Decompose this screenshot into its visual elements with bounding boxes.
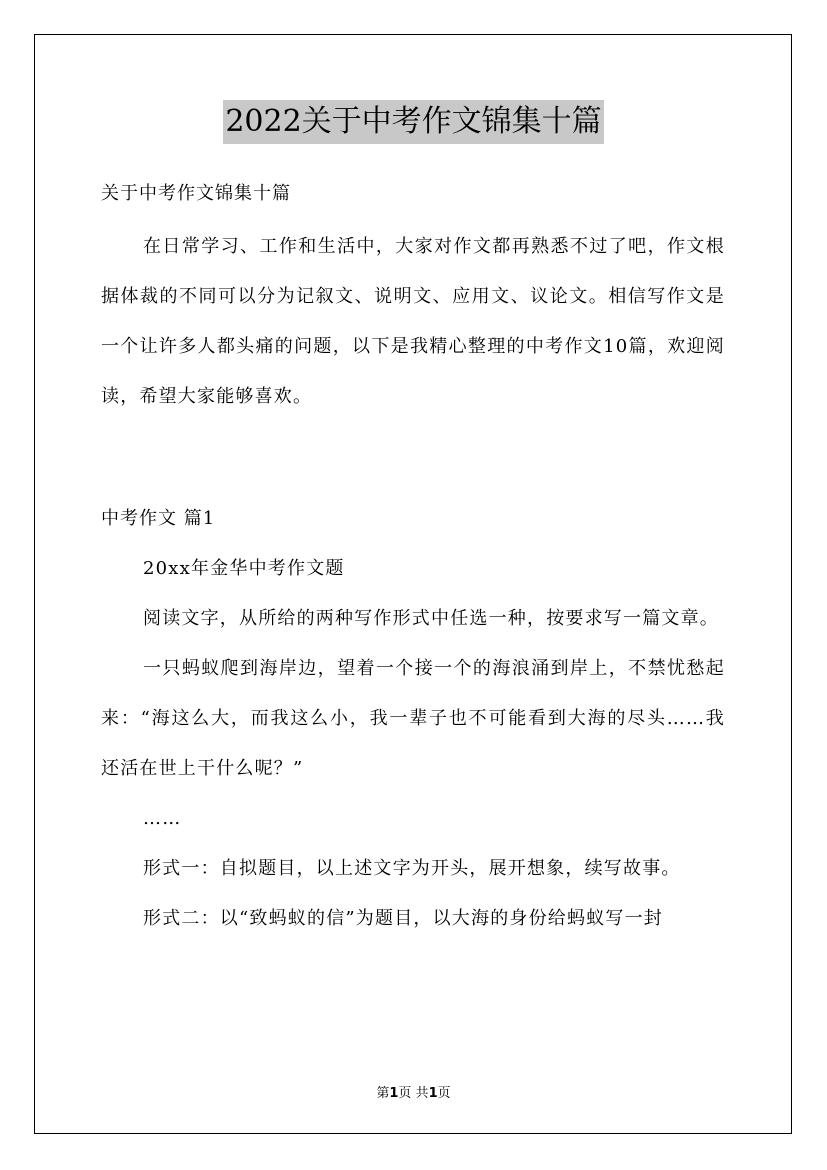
- ellipsis-paragraph: ……: [143, 808, 182, 829]
- body-paragraph: 一只蚂蚁爬到海岸边，望着一个接一个的海浪涌到岸上，不禁忧愁起来：“海这么大，而我这么小，我一辈子也不可能看到大海的尽头……我还活在世上干什么呢？”: [101, 658, 725, 779]
- intro-block: [101, 222, 725, 422]
- document-subtitle: 关于中考作文锦集十篇: [101, 183, 291, 204]
- footer-page-number: 1: [389, 1086, 399, 1101]
- intro-paragraph: 在日常学习、工作和生活中，大家对作文都再熟悉不过了吧，作文根据体裁的不同可以分为记叙文、说明文、应用文、议论文。相信写作文是一个让许多人都头痛的问题，以下是我精心整理的中考作文10篇，欢迎阅读，希望大家能够喜欢。: [101, 236, 725, 407]
- section-heading: 中考作文 篇1: [101, 508, 216, 529]
- subtitle-block: [101, 169, 725, 219]
- page-footer: [0, 1082, 827, 1101]
- footer-page-suffix: 页: [437, 1086, 451, 1101]
- body-paragraph: 20xx年金华中考作文题: [143, 558, 345, 579]
- body-paragraph: 形式二：以“致蚂蚁的信”为题目，以大海的身份给蚂蚁写一封: [143, 908, 664, 929]
- body-paragraph: 形式一：自拟题目，以上述文字为开头，展开想象，续写故事。: [143, 858, 681, 879]
- body-paragraph: 阅读文字，从所给的两种写作形式中任选一种，按要求写一篇文章。: [143, 608, 719, 629]
- footer-page-prefix: 第: [376, 1086, 390, 1101]
- title-wrapper: [0, 100, 827, 144]
- footer-page-total: 1: [428, 1086, 438, 1101]
- footer-page-mid: 页 共: [398, 1086, 429, 1101]
- document-title: 2022关于中考作文锦集十篇: [223, 100, 603, 144]
- section-block: [101, 494, 725, 944]
